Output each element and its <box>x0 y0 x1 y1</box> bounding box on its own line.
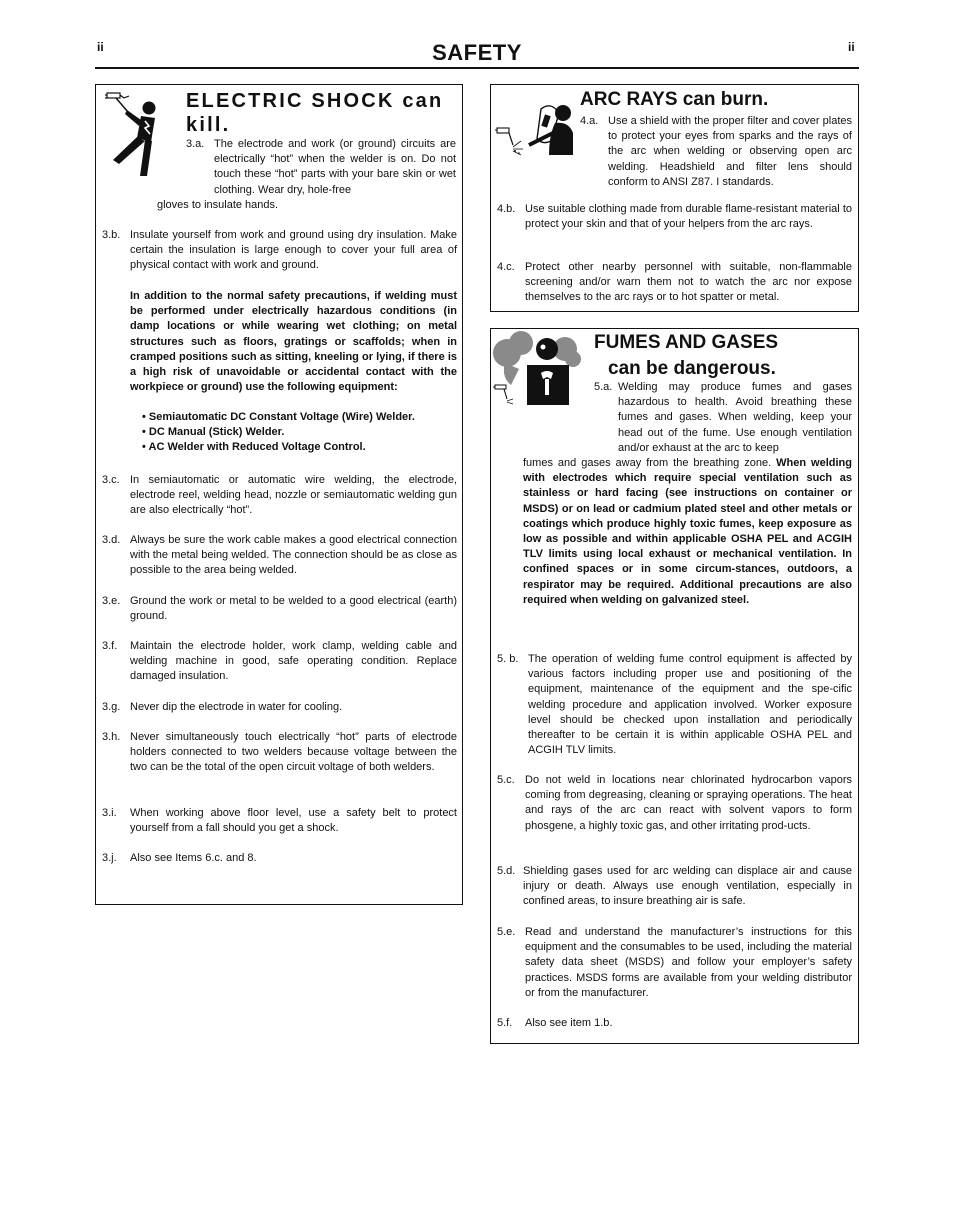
item-5b: 5. b. The operation of welding fume control equipment is affected by various factors including proper use and positioning of the equipment, maintenance of the equipment and the spe-cific welding procedure and application involved. Worker exposure level should be checked upon installation and periodically thereafter to be certain it is within applicable OSHA PEL and ACGIH TLV limits. <box>497 653 852 757</box>
required-equipment-list <box>142 410 415 456</box>
item-3e: 3.e. Ground the work or metal to be welded to a good electrical (earth) ground. <box>102 595 457 623</box>
item-5f: 5.f. Also see item 1.b. <box>497 1017 613 1029</box>
item-3g: 3.g. Never dip the electrode in water for cooling. <box>102 701 343 713</box>
item-3j: 3.j. Also see Items 6.c. and 8. <box>102 852 257 864</box>
item-3i: 3.i. When working above floor level, use a safety belt to protect yourself from a fall should you get a shock. <box>102 807 457 835</box>
page-number-right: ii <box>848 40 855 54</box>
equipment-item: • AC Welder with Reduced Voltage Control. <box>142 441 366 454</box>
item-3a: 3.a. The electrode and work (or ground) circuits are electrically “hot” when the welder is on. Do not touch these “hot” parts with your bare skin or wet clothing. Wear dry, hole-free <box>186 138 456 196</box>
arc-rays-heading: ARC RAYS can burn. <box>580 89 769 110</box>
welder-with-helmet-icon <box>493 93 577 157</box>
item-5a: 5.a. Welding may produce fumes and gases hazardous to health. Avoid breathing these fumes and gases. When welding, keep your head out of the fume. Use enough ventilation and/or exhaust at the arc to keep <box>594 381 852 454</box>
item-3d: 3.d. Always be sure the work cable makes a good electrical connection with the metal being welded. The connection should be as close as possible to the area being welded. <box>102 534 457 577</box>
item-3f: 3.f. Maintain the electrode holder, work clamp, welding cable and welding machine in good, safe operating condition. Replace damaged insulation. <box>102 640 457 683</box>
item-5e: 5.e. Read and understand the manufacturer’s instructions for this equipment and the consumables to be used, including the material safety data sheet (MSDS) and follow your employer’s safety practices. MSDS forms are available from your welding distributor or from the manufacturer. <box>497 926 852 999</box>
item-5c: 5.c. Do not weld in locations near chlorinated hydrocarbon vapors coming from degreasing, cleaning or spraying operations. The heat and rays of the arc can react with solvent vapors to form phosgene, a highly toxic gas, and other irritating prod-ucts. <box>497 774 852 832</box>
fumes-person-icon <box>491 329 583 405</box>
item-4a: 4.a. Use a shield with the proper filter and cover plates to protect your eyes from sparks and the rays of the arc when welding or observing open arc welding. Headshield and filter lens should conform to ANSI Z87. I standards. <box>580 115 852 188</box>
hazardous-conditions-notice: In addition to the normal safety precautions, if welding must be performed under electrically hazardous conditions (in damp locations or while wearing wet clothing; on metal structures such as floors, gratings or scaffolds; when in cramped positions such as sitting, kneeling or lying, if there is a high risk of unavoidable or accidental contact with the workpiece or ground) use the following equipment: <box>130 290 457 394</box>
item-5d: 5.d. Shielding gases used for arc welding can displace air and cause injury or death. Always use enough ventilation, especially in confined areas, to insure breathing air is safe. <box>497 865 852 908</box>
item-3a-continued: gloves to insulate hands. <box>157 199 279 211</box>
header-rule <box>95 67 859 69</box>
electric-shock-person-icon <box>101 90 181 178</box>
item-4b: 4.b. Use suitable clothing made from durable flame-resistant material to protect your skin and that of your helpers from the arc rays. <box>497 203 852 231</box>
page-number-left: ii <box>97 40 104 54</box>
item-4c: 4.c. Protect other nearby personnel with suitable, non-flammable screening and/or warn them not to watch the arc nor expose themselves to the arc rays or to hot spatter or metal. <box>497 261 852 304</box>
electric-shock-section <box>95 84 463 905</box>
page-title: SAFETY <box>432 40 522 65</box>
special-ventilation-warning: When welding with electrodes which require special ventilation such as stainless or hard facing (see instructions on container or MSDS) or on lead or cadmium plated steel and other metals or coatings which produce highly toxic fumes, keep exposure as low as possible and within applicable OSHA PEL and ACGIH TLV limits using local exhaust or mechanical ventilation. In confined spaces or in some circum-stances, outdoors, a respirator may be required. Additional precautions are also required when welding on galvanized steel. <box>523 457 852 606</box>
item-3c: 3.c. In semiautomatic or automatic wire welding, the electrode, electrode reel, welding head, nozzle or semiautomatic welding gun are also electrically “hot”. <box>102 474 457 517</box>
item-5a-continued: fumes and gases away from the breathing zone. When welding with electrodes which require special ventilation such as stainless or hard facing (see instructions on container or MSDS) or on lead or cadmium plated steel and other metals or coatings which produce highly toxic fumes, keep exposure as low as possible and within applicable OSHA PEL and ACGIH TLV limits using local exhaust or mechanical ventilation. In confined spaces or in some circum-stances, outdoors, a respirator may be required. Additional precautions are also required when welding on galvanized steel. <box>523 457 852 606</box>
item-3b: 3.b. Insulate yourself from work and ground using dry insulation. Make certain the insulation is large enough to cover your full area of physical contact with work and ground. <box>102 229 457 272</box>
electric-shock-heading: ELECTRIC SHOCK can kill. <box>186 90 444 136</box>
equipment-item: • Semiautomatic DC Constant Voltage (Wire) Welder. <box>142 411 415 423</box>
fumes-and-gases-section <box>490 328 859 1044</box>
item-3h: 3.h. Never simultaneously touch electrically “hot” parts of electrode holders connected to two welders because voltage between the two can be the total of the open circuit voltage of both welders. <box>102 731 457 774</box>
equipment-item: • DC Manual (Stick) Welder. <box>142 426 285 439</box>
arc-rays-section <box>490 84 859 312</box>
fumes-heading-line2: can be dangerous. <box>608 358 776 379</box>
fumes-heading-line1: FUMES AND GASES <box>594 332 779 353</box>
